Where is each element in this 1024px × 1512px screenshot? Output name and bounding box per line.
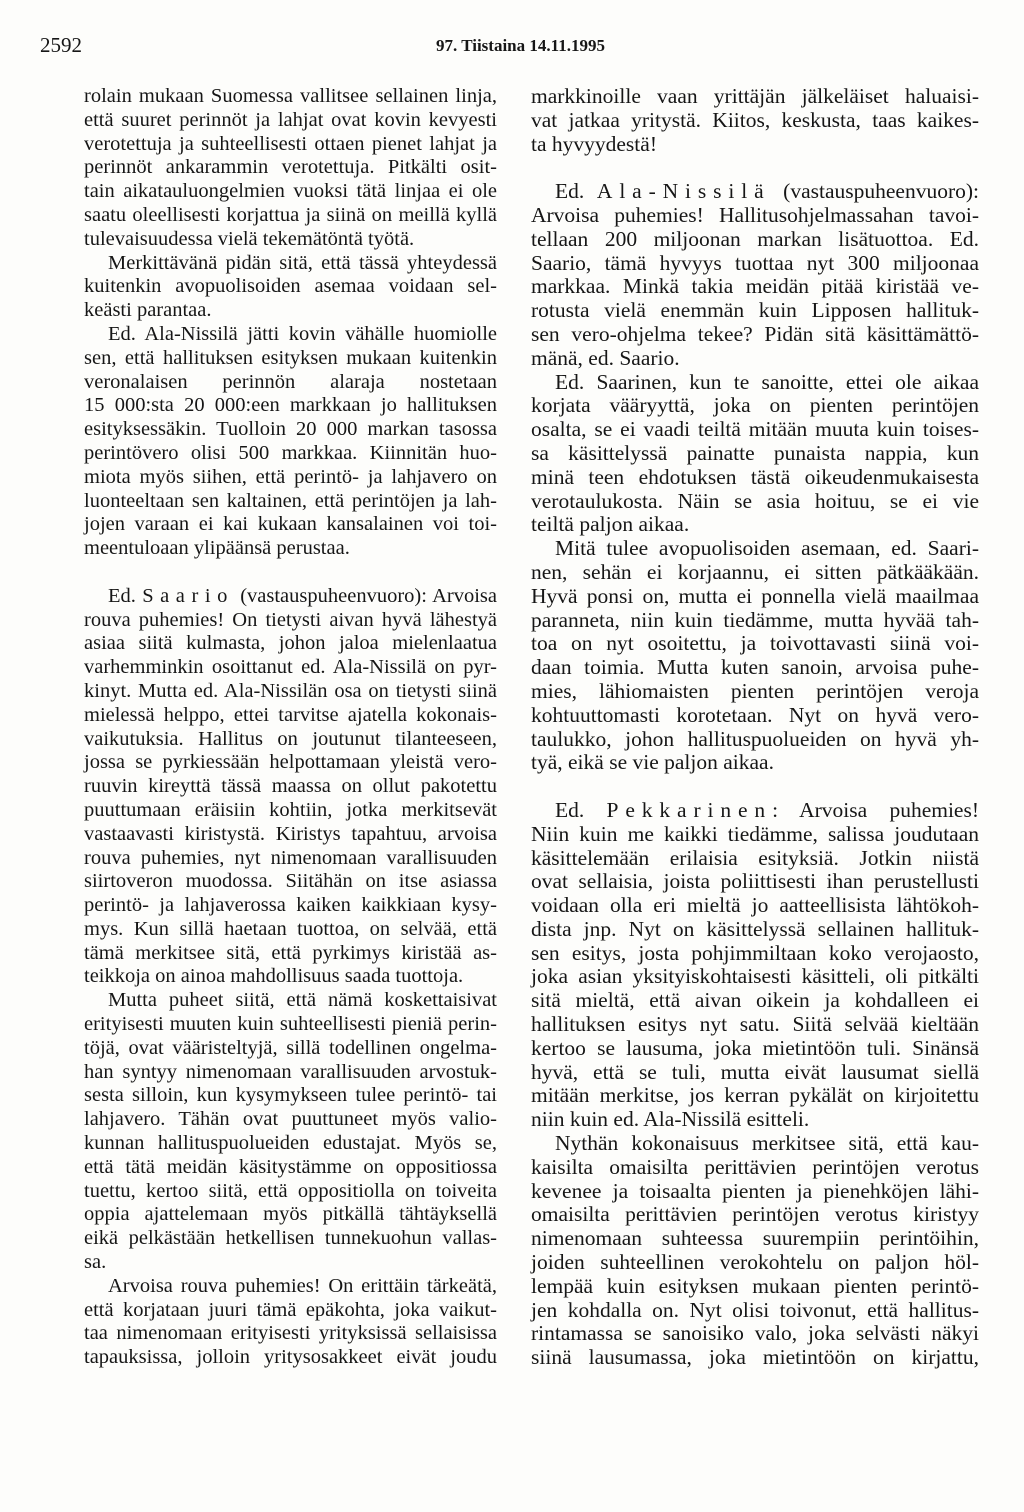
text-line: miota myös siihen, että perintö- ja lahjavero on [84, 465, 497, 488]
text-line: Mitä tulee avopuolisoiden asemaan, ed. Saari- [555, 536, 979, 561]
text-line: mitään merkitse, jos kerran pykälät on kirjoitettu [531, 1083, 979, 1108]
text-line: eikä pelkästään hetkellisen tunnekuohun vallas- [84, 1227, 497, 1250]
text-line: sa käsittelyssä painatte punaista nappia, kun [531, 440, 979, 465]
text-line [531, 180, 979, 204]
text-line: markkaa. Minkä takia meidän pitää kiristää ve- [531, 274, 979, 299]
speech-paragraph [531, 85, 979, 156]
text-line: veronalaisen perinnön alaraja nostetaan [84, 370, 497, 393]
text-line: tapauksissa, jolloin yritysosakkeet eivät joudu [84, 1346, 497, 1369]
text-line: Mutta puheet siitä, että nämä koskettaisivat [108, 989, 497, 1012]
text-line: minä teen ehdotuksen tästä oikeudenmukaisesta [531, 464, 979, 489]
text-line: korjata vääryyttä, joka on pienten perintöjen [531, 393, 979, 418]
text-segment: Ed. [108, 584, 143, 607]
text-line: hallituksen esitys nyt satu. Siitä selvää kieltään [531, 1012, 979, 1037]
text-line: mies, lähiomaisten pienten perintöjen veroja [531, 678, 979, 703]
text-line: tämä merkitsee sitä, että pyrkimys kiristää as- [84, 941, 497, 964]
text-line: 15 000:sta 20 000:een markkaan jo hallituksen [84, 394, 497, 417]
speaker-break [531, 156, 979, 180]
text-line: jen kohdalla on. Nyt olisi toivonut, että hallitus- [531, 1297, 979, 1322]
text-line: paranneta, niin kuin tiedämme, mutta hyvää tah- [531, 607, 979, 632]
speaker-name: Ala-Nissilä [596, 179, 771, 204]
text-line: siinä lausumassa, joka mietintöön on kirjattu, [531, 1345, 979, 1370]
text-line: oppia ajattelemaan myös pitkällä tähtäyksellä [84, 1203, 497, 1226]
text-line: lempää kuin esityksen mukaan pienten perintö- [531, 1273, 979, 1298]
text-line: taa nimenomaan erityisesti yrityksissä sellaisissa [84, 1322, 497, 1345]
text-line: lahjavero. Tähän ovat puuttuneet myös valio- [84, 1108, 497, 1131]
text-line: sen, että hallituksen esityksen mukaan kuitenkin [84, 346, 497, 369]
session-header: 97. Tiistaina 14.11.1995 [436, 36, 605, 55]
text-line [84, 585, 497, 609]
text-line: joka asian yksityiskohtaisesti käsitteli, oli pitkälti [531, 964, 979, 989]
text-line: dista jnp. Nyt on käsittelyssä sellainen hallituk- [531, 916, 979, 941]
speaker-break [531, 775, 979, 799]
page-number: 2592 [40, 33, 82, 57]
text-segment: Ed. [555, 179, 597, 204]
text-segment: Ed. [555, 797, 607, 822]
text-line: jossa se pyrkiessään helpottamaan yleistä vero- [84, 751, 497, 774]
text-line: tain aikatauluongelmien vuoksi tätä linjaa ei ole [84, 180, 497, 203]
speech-paragraph [84, 989, 497, 1275]
text-line: mielessä helppo, ettei tarvitse ajatella kokonais- [84, 703, 497, 726]
text-line: kertoo se lausuma, joka mietintöön tuli. Sinänsä [531, 1035, 979, 1060]
text-line [531, 799, 979, 823]
speech-paragraph [84, 85, 497, 252]
text-line: töjä, ovat vääristeltyjä, sillä todellinen ongelma- [84, 1036, 497, 1059]
speech-paragraph [531, 1132, 979, 1370]
text-line: sen esitys, josta pohjimmiltaan koko verojaosto, [531, 940, 979, 965]
text-line: rouva puhemies, nyt nimenomaan varallisuuden [84, 846, 497, 869]
text-line: meentuloaan ylipäänsä perustaa. [84, 537, 350, 560]
speech-paragraph [84, 252, 497, 323]
text-line: teikkoja on ainoa mahdollisuus saada tuottoja. [84, 965, 464, 988]
text-line: rotusta vielä enemmän kuin Lipposen hallituk- [531, 298, 979, 323]
speaker-paragraph [531, 799, 979, 1132]
text-line: asiaa siitä kulmasta, johon jaloa mielenlaatua [84, 632, 497, 655]
column-left [84, 85, 497, 1370]
text-line: Merkittävänä pidän sitä, että tässä yhteydessä [108, 251, 497, 274]
speech-paragraph [531, 537, 979, 775]
text-line: kohtuuttomasti korotetaan. Nyt on hyvä vero- [531, 702, 979, 727]
text-line: puuttumaan eräisiin kohtiin, jotka merkitsevät [84, 798, 497, 821]
text-line: mys. Kun sillä haetaan tuottoa, on selvää, että [84, 917, 497, 940]
text-line: Arvoisa puhemies! Hallitusohjelmassahan tavoi- [531, 202, 979, 227]
text-line: ruuvin kireyttä tässä maassa on ollut pakotettu [84, 775, 497, 798]
text-line: kinyt. Mutta ed. Ala-Nissilän osa on tietysti siinä [84, 679, 497, 702]
text-line: teiltä paljon aikaa. [531, 512, 690, 537]
text-line: erityisesti muuten kuin suhteellisesti pieniä perin- [84, 1013, 497, 1036]
text-line: sen vero-ohjelma tekee? Pidän sitä käsittämättö- [531, 321, 979, 346]
text-line: nimenomaan suhteessa suurempiin perintöihin, [531, 1226, 979, 1251]
text-line: han syntyy nimenomaan varallisuuden arvostuk- [84, 1060, 497, 1083]
text-line: Niin kuin me kaikki tiedämme, salissa joudutaan [531, 821, 979, 846]
text-line: Nythän kokonaisuus merkitsee sitä, että kau- [555, 1131, 979, 1156]
text-line: verotettuja ja suhteellisesti ottaen pienet lahjat ja [84, 132, 497, 155]
speaker-break [84, 561, 497, 585]
text-line: että suuret perinnöt ja lahjat ovat kovin kevyesti [84, 108, 497, 131]
speaker-name: Pekkarinen [606, 797, 773, 822]
text-line: vat jatkaa yritystä. Kiitos, keskusta, taas kaikes- [531, 107, 979, 132]
text-line: että korjataan juuri tämä epäkohta, joka vaikut- [84, 1298, 497, 1321]
text-line: toa on nyt osoitettu, ja toivottavasti siinä voi- [531, 631, 979, 656]
text-line: tulevaisuudessa vielä tekemätöntä työtä. [84, 227, 415, 250]
text-line: sitä mieltä, että aivan oikein ja kohdalleen ei [531, 988, 979, 1013]
text-line: osalta, se ei vaadi teiltä mitään muuta kuin toises- [531, 417, 979, 442]
text-line: kaisilta omaisilta perittävien perintöjen verotus [531, 1154, 979, 1179]
text-line: keästi parantaa. [84, 299, 212, 322]
text-line: sesta silloin, kun kysymykseen tulee perintö- tai [84, 1084, 497, 1107]
text-line: rouva puhemies! On tietysti aivan hyvä lähestyä [84, 608, 497, 631]
text-line: perintö- ja lahjaverossa kaiken kaikkiaan kysy- [84, 894, 497, 917]
speaker-name: Saario [142, 584, 234, 607]
text-line: vastaavasti kiristystä. Kiristys tapahtuu, arvoisa [84, 822, 497, 845]
text-line: Hyvä ponsi on, mutta ei ponnella vielä maailmaa [531, 583, 979, 608]
text-line: että tätä meidän käsitystämme on oppositiossa [84, 1155, 497, 1178]
text-line: daan toimia. Mutta kuten sanoin, arvoisa puhe- [531, 655, 979, 680]
text-line: jojen varaan ei kai kukaan kansalainen voi toi- [84, 513, 497, 536]
text-line: verotaulukosta. Näin se asia hoituu, se ei vie [531, 488, 979, 513]
text-segment: (vastauspuheenvuoro): Arvoisa [233, 584, 497, 607]
text-line: Ed. Ala-Nissilä jätti kovin vähälle huomiolle [108, 322, 497, 345]
text-line: ovat sellaisia, joista poliittisesti ihan perustellusti [531, 869, 979, 894]
speech-paragraph [84, 1275, 497, 1370]
text-line: vaikutuksia. Hallitus on joutunut tilanteeseen, [84, 727, 497, 750]
text-line: Saario, tämä hyvyys tuottaa nyt 300 miljoonaa [531, 250, 979, 275]
text-line: varhemminkin osoittanut ed. Ala-Nissilä on pyr- [84, 656, 497, 679]
text-segment: : Arvoisa puhemies! [772, 797, 979, 822]
text-line: voidaan olla eri mieltä jo aatteellisista lähtökoh- [531, 893, 979, 918]
text-line: perinnöt ankarammin verotettuja. Pitkälti osit- [84, 156, 497, 179]
text-line: ta hyvyydestä! [531, 131, 657, 156]
text-line: luonteeltaan sen kaltainen, että perintöjen ja lah- [84, 489, 497, 512]
text-line: kevenee ja toisaalta pienten ja pienehköjen lähi- [531, 1178, 979, 1203]
text-line: joiden suhteellinen verokohtelu on paljon höl- [531, 1250, 979, 1275]
text-line: kunnan hallituspuolueiden edustajat. Myös se, [84, 1132, 497, 1155]
text-line: siirtoveron muodossa. Siitähän on itse asiassa [84, 870, 497, 893]
text-line: Ed. Saarinen, kun te sanoitte, ettei ole aikaa [555, 369, 979, 394]
text-line: kuitenkin avopuolisoiden asemaa voidaan sel- [84, 275, 497, 298]
text-line: perintövero olisi 500 markkaa. Kiinnitän huo- [84, 441, 497, 464]
text-line: sa. [84, 1251, 107, 1274]
text-line: taulukko, johon hallituspuolueiden on hyvä yh- [531, 726, 979, 751]
text-line: mänä, ed. Saario. [531, 345, 680, 370]
text-line: tuettu, kertoo siitä, että oppositiolla on toiveita [84, 1179, 497, 1202]
text-line: niin kuin ed. Ala-Nissilä esitteli. [531, 1107, 810, 1132]
column-right [531, 85, 979, 1370]
text-line: rintamassa se sanoisiko valo, joka selvästi näkyi [531, 1321, 979, 1346]
text-line: saatu oleellisesti korjattua ja siinä on meillä kyllä [84, 203, 497, 226]
text-line: tellaan 200 miljoonan markan lisätuottoa. Ed. [531, 226, 979, 251]
text-segment: (vastauspuheenvuoro): [770, 179, 979, 204]
text-line: omaisilta perittävien perintöjen verotus kiristyy [531, 1202, 979, 1227]
text-line: markkinoille vaan yrittäjän jälkeläiset haluaisi- [531, 84, 979, 108]
speaker-paragraph [531, 180, 979, 370]
speaker-paragraph [84, 585, 497, 990]
speech-paragraph [531, 371, 979, 538]
text-line: käsittelemään erilaisia esityksiä. Jotkin niistä [531, 845, 979, 870]
text-line: esityksessäkin. Tuolloin 20 000 markan tasossa [84, 418, 497, 441]
text-line: tyä, eikä se vie paljon aikaa. [531, 750, 774, 775]
speech-paragraph [84, 323, 497, 561]
text-line: rolain mukaan Suomessa vallitsee sellainen linja, [84, 85, 497, 107]
text-line: Arvoisa rouva puhemies! On erittäin tärkeätä, [108, 1274, 497, 1297]
text-line: nen, sehän ei korjaannu, ei sitten pätkääkään. [531, 559, 979, 584]
text-line: hyvä, että se tuli, mutta eivät lausumat siellä [531, 1059, 979, 1084]
